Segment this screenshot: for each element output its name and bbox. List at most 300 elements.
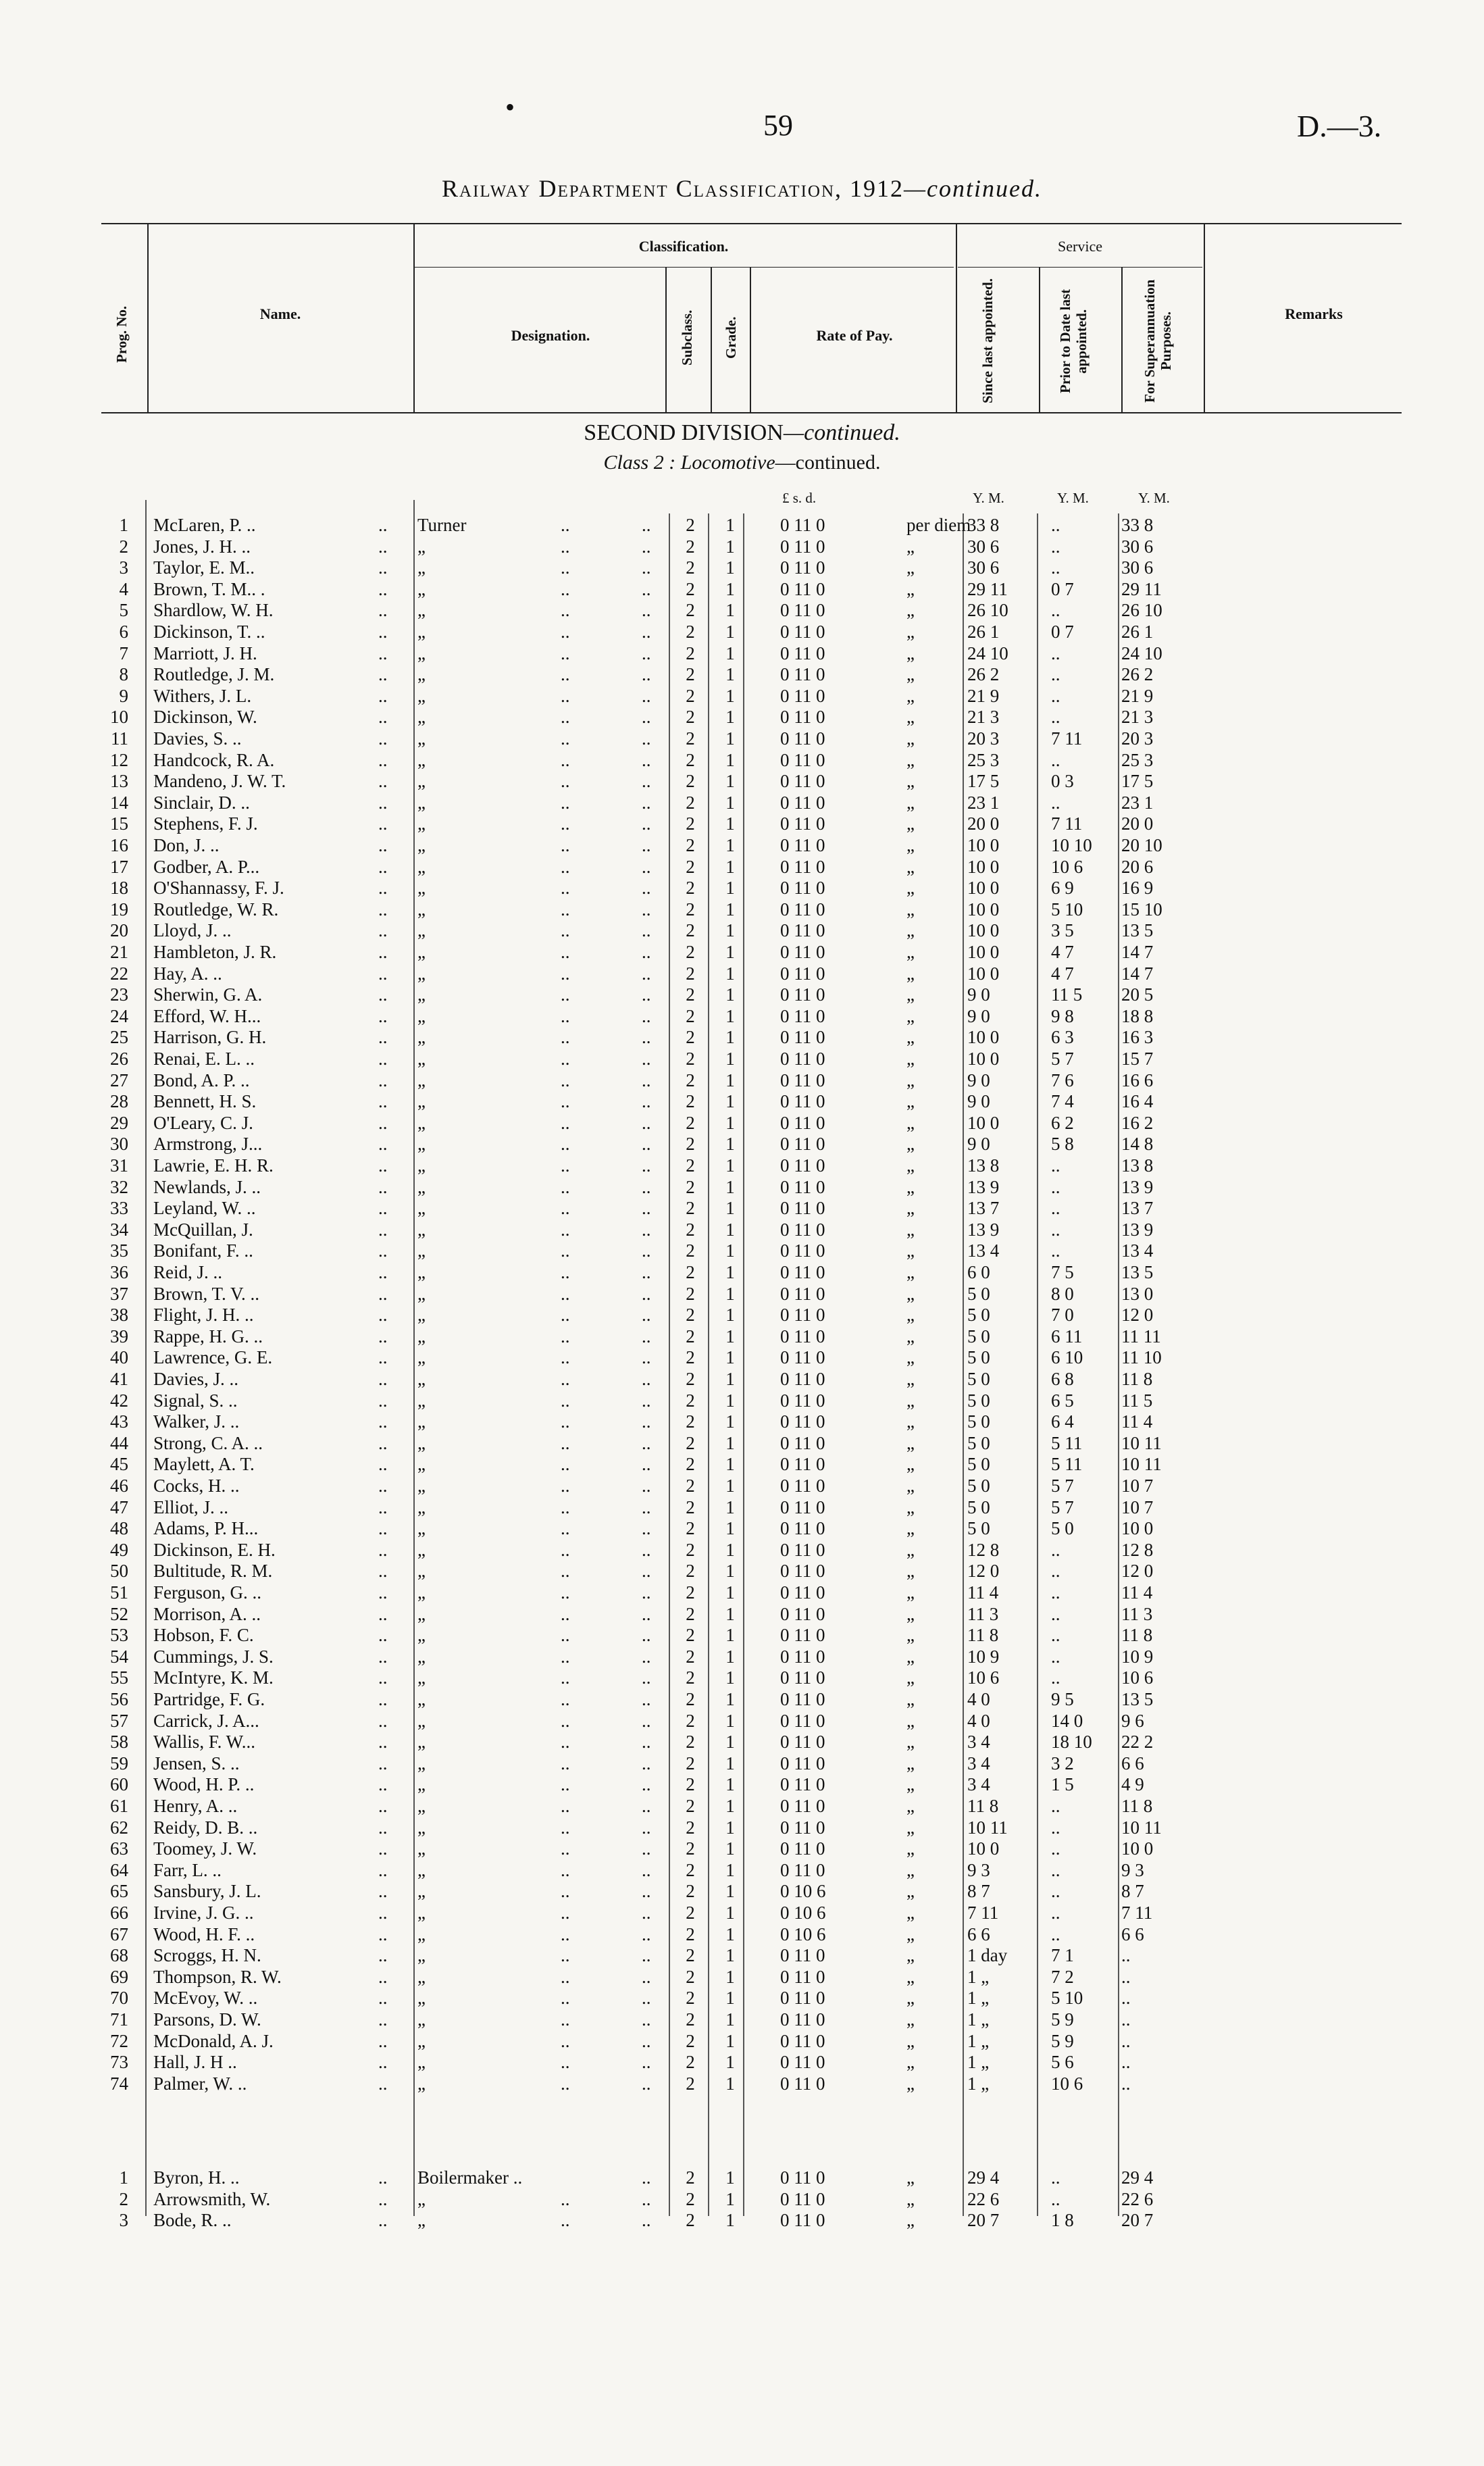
cell-no: 8 (119, 664, 128, 685)
cell-sub: 2 (686, 984, 695, 1005)
cell-suffix: „ (906, 2052, 915, 2073)
cell-since: 5 0 (967, 1283, 990, 1304)
cell-ddots: .. (561, 1817, 570, 1838)
cell-name: Bonifant, F. .. (153, 1240, 253, 1261)
cell-ddots: .. (642, 643, 651, 663)
cell-no: 12 (110, 749, 128, 770)
cell-sub: 2 (686, 1796, 695, 1816)
table-row (0, 536, 1484, 558)
cell-sub: 2 (686, 1625, 695, 1646)
table-row (0, 1774, 1484, 1796)
cell-grade: 1 (725, 1518, 735, 1539)
table-row (0, 1006, 1484, 1028)
cell-since: 1 „ (967, 2073, 990, 2094)
division-name: SECOND DIVISION (584, 420, 784, 445)
cell-pay: 0 11 0 (780, 1240, 825, 1261)
cell-pay: 0 11 0 (780, 1496, 825, 1517)
cell-desig: „ (417, 1411, 426, 1432)
cell-pay: 0 11 0 (780, 1219, 825, 1240)
cell-name: Irvine, J. G. .. (153, 1903, 254, 1923)
cell-pay: 0 11 0 (780, 1582, 825, 1603)
cell-ddots: .. (642, 578, 651, 599)
cell-no: 14 (110, 792, 128, 813)
cell-ddots: .. (561, 1923, 570, 1944)
cell-pay: 0 11 0 (780, 578, 825, 599)
cell-ldots: .. (378, 1625, 388, 1646)
cell-ddots: .. (642, 1476, 651, 1496)
cell-no: 62 (110, 1817, 128, 1838)
cell-no: 20 (110, 920, 128, 941)
cell-prior: 0 7 (1051, 578, 1074, 599)
table-row (0, 899, 1484, 921)
cell-super: 10 6 (1121, 1667, 1154, 1688)
header-for-super: For Superannuation Purposes. (1142, 279, 1174, 403)
cell-ldots: .. (378, 1326, 388, 1347)
cell-sub: 2 (686, 856, 695, 877)
cell-super: 20 0 (1121, 813, 1154, 834)
cell-grade: 1 (725, 1753, 735, 1773)
table-row (0, 1796, 1484, 1817)
cell-desig: „ (417, 1903, 426, 1923)
cell-prior: 5 7 (1051, 1496, 1074, 1517)
cell-ldots: .. (378, 984, 388, 1005)
cell-suffix: „ (906, 2009, 915, 2030)
cell-desig: „ (417, 1881, 426, 1902)
cell-super: 20 6 (1121, 856, 1154, 877)
cell-ddots: .. (642, 1134, 651, 1155)
header-since-last: Since last appointed. (979, 278, 996, 404)
cell-since: 5 0 (967, 1454, 990, 1475)
cell-ddots: .. (642, 1262, 651, 1282)
cell-desig: „ (417, 856, 426, 877)
table-row (0, 920, 1484, 942)
cell-ldots: .. (378, 600, 388, 621)
cell-ldots: .. (378, 1219, 388, 1240)
cell-ldots: .. (378, 1070, 388, 1090)
cell-desig: „ (417, 1155, 426, 1176)
cell-name: Armstrong, J... (153, 1134, 263, 1155)
cell-pay: 0 11 0 (780, 557, 825, 578)
cell-sub: 2 (686, 1198, 695, 1219)
cell-grade: 1 (725, 2188, 735, 2209)
cell-ddots: .. (642, 1988, 651, 2009)
cell-ddots: .. (642, 1859, 651, 1880)
header-classification: Classification. (638, 238, 729, 255)
cell-super: 10 11 (1121, 1454, 1162, 1475)
cell-pay: 0 11 0 (780, 771, 825, 792)
table-row (0, 1967, 1484, 1988)
cell-suffix: „ (906, 749, 915, 770)
division-title (0, 420, 1484, 446)
cell-sub: 2 (686, 1091, 695, 1112)
cell-no: 49 (110, 1539, 128, 1560)
cell-since: 9 0 (967, 1091, 990, 1112)
cell-since: 20 7 (967, 2210, 1000, 2231)
cell-prior: 4 7 (1051, 942, 1074, 962)
cell-grade: 1 (725, 1646, 735, 1667)
cell-name: Leyland, W. .. (153, 1198, 256, 1219)
cell-super: .. (1121, 1966, 1131, 1987)
cell-suffix: „ (906, 1625, 915, 1646)
cell-sub: 2 (686, 1859, 695, 1880)
cell-grade: 1 (725, 792, 735, 813)
cell-name: Reid, J. .. (153, 1262, 223, 1282)
cell-prior: .. (1051, 749, 1060, 770)
cell-name: Parsons, D. W. (153, 2009, 261, 2030)
header-prog-no: Prog. No. (113, 305, 130, 363)
cell-name: Don, J. .. (153, 835, 220, 855)
cell-ddots: .. (561, 707, 570, 728)
cell-ddots: .. (642, 1027, 651, 1048)
cell-prior: 1 8 (1051, 2210, 1074, 2231)
cell-ddots: .. (642, 1582, 651, 1603)
cell-name: Flight, J. H. .. (153, 1305, 254, 1326)
cell-super: 11 11 (1121, 1326, 1161, 1347)
cell-ldots: .. (378, 749, 388, 770)
cell-desig: „ (417, 1753, 426, 1773)
cell-super: 13 5 (1121, 1689, 1154, 1709)
cell-since: 17 5 (967, 771, 1000, 792)
cell-no: 38 (110, 1305, 128, 1326)
cell-pay: 0 11 0 (780, 899, 825, 920)
cell-desig: „ (417, 1134, 426, 1155)
cell-sub: 2 (686, 515, 695, 535)
cell-ddots: .. (642, 1091, 651, 1112)
cell-ldots: .. (378, 1903, 388, 1923)
cell-name: Reidy, D. B. .. (153, 1817, 258, 1838)
cell-no: 15 (110, 813, 128, 834)
cell-suffix: „ (906, 1689, 915, 1709)
cell-ddots: .. (561, 1049, 570, 1069)
cell-ddots: .. (642, 1155, 651, 1176)
cell-sub: 2 (686, 2073, 695, 2094)
cell-pay: 0 11 0 (780, 1112, 825, 1133)
cell-suffix: „ (906, 2030, 915, 2051)
cell-suffix: „ (906, 1945, 915, 1966)
cell-desig: „ (417, 878, 426, 899)
table-row (0, 664, 1484, 686)
cell-ddots: .. (561, 1198, 570, 1219)
cell-since: 26 10 (967, 600, 1008, 621)
cell-name: Stephens, F. J. (153, 813, 258, 834)
cell-prior: 10 6 (1051, 2073, 1083, 2094)
cell-sub: 2 (686, 1710, 695, 1731)
cell-desig: „ (417, 899, 426, 920)
cell-sub: 2 (686, 1753, 695, 1773)
cell-prior: 5 0 (1051, 1518, 1074, 1539)
cell-ddots: .. (642, 536, 651, 557)
cell-since: 5 0 (967, 1390, 990, 1411)
cell-ddots: .. (561, 1646, 570, 1667)
cell-no: 42 (110, 1390, 128, 1411)
cell-suffix: „ (906, 1859, 915, 1880)
cell-no: 24 (110, 1005, 128, 1026)
cell-no: 37 (110, 1283, 128, 1304)
cell-grade: 1 (725, 2030, 735, 2051)
super-units: Y. M. (1138, 490, 1170, 506)
cell-suffix: „ (906, 1881, 915, 1902)
table-row (0, 878, 1484, 899)
cell-suffix: „ (906, 1305, 915, 1326)
cell-prior: .. (1051, 536, 1060, 557)
cell-ddots: .. (561, 1603, 570, 1624)
cell-sub: 2 (686, 664, 695, 685)
table-row (0, 1433, 1484, 1455)
cell-grade: 1 (725, 984, 735, 1005)
cell-grade: 1 (725, 1582, 735, 1603)
cell-ldots: .. (378, 1774, 388, 1795)
cell-ddots: .. (561, 1070, 570, 1090)
cell-ldots: .. (378, 2009, 388, 2030)
cell-name: Lawrence, G. E. (153, 1347, 273, 1368)
cell-suffix: „ (906, 2188, 915, 2209)
cell-ddots: .. (561, 578, 570, 599)
table-row (0, 515, 1484, 536)
cell-prior: 9 5 (1051, 1689, 1074, 1709)
cell-desig: „ (417, 1603, 426, 1624)
cell-ldots: .. (378, 707, 388, 728)
cell-name: Scroggs, H. N. (153, 1945, 261, 1966)
cell-suffix: „ (906, 899, 915, 920)
cell-prior: .. (1051, 1176, 1060, 1197)
cell-ddots: .. (561, 1347, 570, 1368)
cell-pay: 0 11 0 (780, 1689, 825, 1709)
cell-name: Jones, J. H. .. (153, 536, 251, 557)
cell-super: 10 9 (1121, 1646, 1154, 1667)
cell-ddots: .. (561, 515, 570, 535)
table-row (0, 2167, 1484, 2189)
cell-desig: „ (417, 1112, 426, 1133)
cell-grade: 1 (725, 1817, 735, 1838)
cell-sub: 2 (686, 1923, 695, 1944)
cell-name: Carrick, J. A... (153, 1710, 259, 1731)
cell-no: 68 (110, 1945, 128, 1966)
cell-no: 56 (110, 1689, 128, 1709)
cell-sub: 2 (686, 1369, 695, 1389)
cell-pay: 0 11 0 (780, 1966, 825, 1987)
cell-ddots: .. (642, 1240, 651, 1261)
cell-no: 4 (119, 578, 128, 599)
cell-desig: „ (417, 1732, 426, 1753)
cell-sub: 2 (686, 1903, 695, 1923)
title-main: Railway Department Classification, 1912 (442, 175, 904, 202)
cell-since: 10 0 (967, 899, 1000, 920)
cell-sub: 2 (686, 1646, 695, 1667)
cell-sub: 2 (686, 813, 695, 834)
cell-sub: 2 (686, 536, 695, 557)
cell-sub: 2 (686, 1262, 695, 1282)
cell-super: .. (1121, 1988, 1131, 2009)
cell-ddots: .. (561, 878, 570, 899)
cell-prior: .. (1051, 1561, 1060, 1582)
cell-sub: 2 (686, 835, 695, 855)
cell-no: 47 (110, 1496, 128, 1517)
cell-sub: 2 (686, 1326, 695, 1347)
cell-suffix: „ (906, 685, 915, 706)
cell-super: 10 0 (1121, 1518, 1154, 1539)
cell-desig: „ (417, 1219, 426, 1240)
cell-name: Maylett, A. T. (153, 1454, 255, 1475)
cell-prior: .. (1051, 1240, 1060, 1261)
cell-super: 6 6 (1121, 1923, 1144, 1944)
cell-super: 29 4 (1121, 2167, 1154, 2188)
cell-sub: 2 (686, 1070, 695, 1090)
cell-sub: 2 (686, 1817, 695, 1838)
cell-sub: 2 (686, 2009, 695, 2030)
cell-ddots: .. (642, 1496, 651, 1517)
cell-suffix: „ (906, 600, 915, 621)
cell-pay: 0 11 0 (780, 963, 825, 984)
cell-desig: Turner (417, 515, 467, 535)
cell-super: .. (1121, 2009, 1131, 2030)
cell-desig: „ (417, 2030, 426, 2051)
cell-sub: 2 (686, 1988, 695, 2009)
cell-ddots: .. (642, 622, 651, 642)
cell-grade: 1 (725, 1625, 735, 1646)
cell-super: 13 5 (1121, 1262, 1154, 1282)
cell-no: 3 (119, 2210, 128, 2231)
cell-since: 11 8 (967, 1625, 999, 1646)
cell-pay: 0 11 0 (780, 1988, 825, 2009)
cell-pay: 0 11 0 (780, 1432, 825, 1453)
cell-ddots: .. (561, 600, 570, 621)
cell-since: 1 „ (967, 2009, 990, 2030)
cell-since: 10 0 (967, 1049, 1000, 1069)
cell-name: Davies, S. .. (153, 728, 242, 749)
cell-name: Sherwin, G. A. (153, 984, 263, 1005)
cell-ddots: .. (642, 685, 651, 706)
cell-suffix: „ (906, 1454, 915, 1475)
cell-ddots: .. (561, 622, 570, 642)
cell-grade: 1 (725, 2073, 735, 2094)
cell-ddots: .. (561, 942, 570, 962)
cell-sub: 2 (686, 2030, 695, 2051)
cell-sub: 2 (686, 942, 695, 962)
cell-suffix: „ (906, 2073, 915, 2094)
cell-grade: 1 (725, 536, 735, 557)
cell-ddots: .. (561, 1091, 570, 1112)
cell-suffix: „ (906, 878, 915, 899)
cell-ddots: .. (642, 1112, 651, 1133)
cell-ddots: .. (642, 1603, 651, 1624)
cell-suffix: „ (906, 1966, 915, 1987)
cell-prior: .. (1051, 1903, 1060, 1923)
cell-desig: „ (417, 664, 426, 685)
cell-prior: .. (1051, 1923, 1060, 1944)
cell-no: 58 (110, 1732, 128, 1753)
cell-grade: 1 (725, 878, 735, 899)
cell-prior: 3 5 (1051, 920, 1074, 941)
cell-grade: 1 (725, 600, 735, 621)
cell-desig: „ (417, 1476, 426, 1496)
cell-pay: 0 11 0 (780, 1646, 825, 1667)
cell-sub: 2 (686, 1305, 695, 1326)
cell-no: 51 (110, 1582, 128, 1603)
cell-name: Morrison, A. .. (153, 1603, 261, 1624)
cell-ddots: .. (642, 771, 651, 792)
cell-name: Jensen, S. .. (153, 1753, 240, 1773)
cell-ddots: .. (561, 1283, 570, 1304)
cell-no: 21 (110, 942, 128, 962)
class-suffix: —continued. (775, 451, 881, 474)
cell-super: 24 10 (1121, 643, 1162, 663)
cell-pay: 0 11 0 (780, 1070, 825, 1090)
cell-prior: 0 7 (1051, 622, 1074, 642)
cell-since: 23 1 (967, 792, 1000, 813)
cell-since: 5 0 (967, 1432, 990, 1453)
table-row (0, 1838, 1484, 1860)
header-remarks: Remarks (1285, 305, 1343, 322)
cell-desig: „ (417, 1347, 426, 1368)
cell-sub: 2 (686, 707, 695, 728)
cell-sub: 2 (686, 578, 695, 599)
cell-since: 6 6 (967, 1923, 990, 1944)
cell-ddots: .. (642, 792, 651, 813)
cell-desig: „ (417, 813, 426, 834)
cell-pay: 0 11 0 (780, 749, 825, 770)
cell-no: 71 (110, 2009, 128, 2030)
table-row (0, 1049, 1484, 1070)
cell-pay: 0 11 0 (780, 1155, 825, 1176)
cell-ddots: .. (561, 1859, 570, 1880)
cell-ldots: .. (378, 1838, 388, 1859)
cell-ddots: .. (642, 2167, 651, 2188)
cell-suffix: „ (906, 1005, 915, 1026)
cell-ddots: .. (642, 728, 651, 749)
cell-pay: 0 11 0 (780, 2210, 825, 2231)
cell-no: 64 (110, 1859, 128, 1880)
cell-since: 12 8 (967, 1539, 1000, 1560)
cell-suffix: „ (906, 1112, 915, 1133)
cell-ddots: .. (561, 1518, 570, 1539)
cell-ddots: .. (561, 643, 570, 663)
cell-suffix: „ (906, 728, 915, 749)
cell-suffix: „ (906, 813, 915, 834)
cell-ddots: .. (561, 1561, 570, 1582)
table-row (0, 1732, 1484, 1753)
cell-super: 10 0 (1121, 1838, 1154, 1859)
cell-ldots: .. (378, 557, 388, 578)
table-row (0, 1667, 1484, 1689)
cell-name: Elliot, J. .. (153, 1496, 229, 1517)
cell-since: 3 4 (967, 1753, 990, 1773)
cell-pay: 0 11 0 (780, 2188, 825, 2209)
cell-since: 3 4 (967, 1774, 990, 1795)
cell-ddots: .. (561, 835, 570, 855)
cell-grade: 1 (725, 664, 735, 685)
cell-ldots: .. (378, 1496, 388, 1517)
class-name: Locomotive (680, 451, 775, 474)
cell-ddots: .. (642, 1646, 651, 1667)
table-row (0, 1390, 1484, 1412)
cell-pay: 0 11 0 (780, 1603, 825, 1624)
cell-pay: 0 11 0 (780, 1518, 825, 1539)
page-title (0, 174, 1484, 203)
cell-grade: 1 (725, 1796, 735, 1816)
cell-no: 36 (110, 1262, 128, 1282)
cell-super: 14 7 (1121, 942, 1154, 962)
cell-super: 16 3 (1121, 1027, 1154, 1048)
cell-ldots: .. (378, 942, 388, 962)
cell-prior: 10 10 (1051, 835, 1092, 855)
cell-no: 28 (110, 1091, 128, 1112)
cell-ldots: .. (378, 1176, 388, 1197)
cell-ldots: .. (378, 2073, 388, 2094)
cell-desig: „ (417, 920, 426, 941)
cell-grade: 1 (725, 643, 735, 663)
cell-pay: 0 11 0 (780, 1176, 825, 1197)
cell-pay: 0 11 0 (780, 1945, 825, 1966)
